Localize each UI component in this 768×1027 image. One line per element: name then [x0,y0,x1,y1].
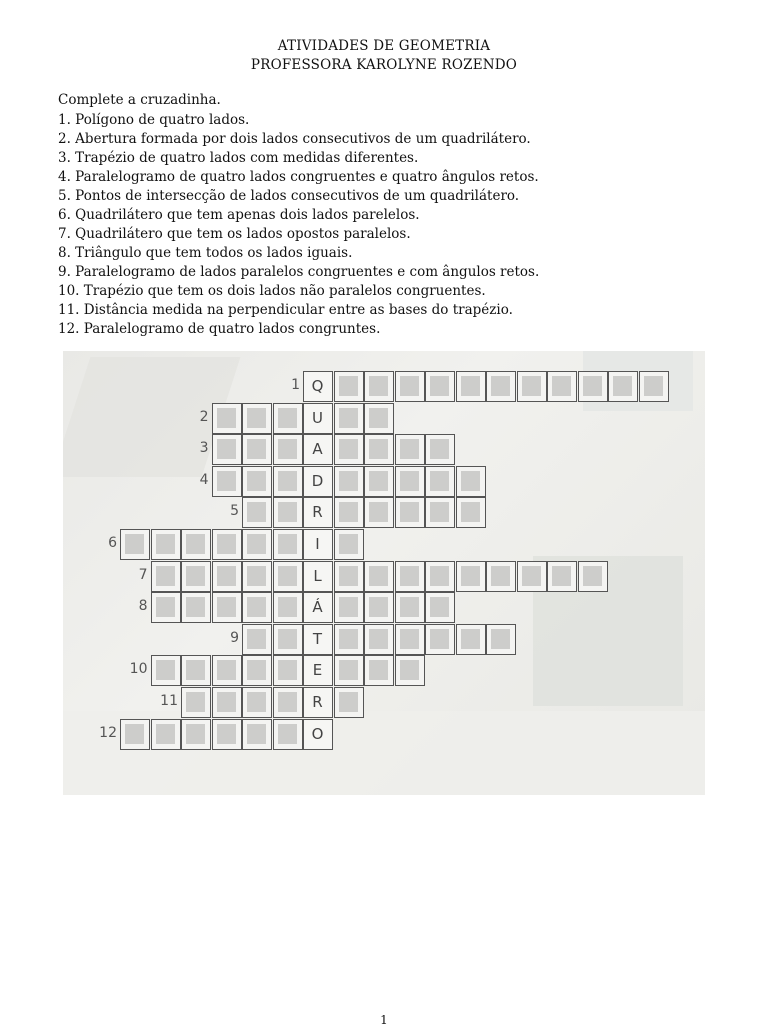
cell-fill [339,408,358,428]
crossword-cell[interactable] [456,561,486,592]
cell-fill [247,502,266,522]
cell-fill [156,724,175,744]
crossword-cell[interactable] [120,719,150,750]
crossword-cell[interactable] [456,624,486,655]
cell-fill [613,376,632,396]
cell-fill [278,408,297,428]
cell-fill [339,629,358,649]
crossword-cell[interactable] [212,529,242,560]
cell-fill [552,566,571,586]
cell-fill [247,629,266,649]
cell-fill [156,597,175,617]
key-letter: I [315,535,320,553]
cell-fill [430,439,449,459]
cell-fill [217,660,236,680]
crossword-cell[interactable] [273,497,303,528]
clue-item: 8. Triângulo que tem todos os lados iguais. [58,245,353,261]
cell-fill [430,376,449,396]
cell-fill [186,566,205,586]
cell-fill [369,471,388,491]
cell-fill [186,692,205,712]
cell-fill [156,566,175,586]
cell-fill [247,724,266,744]
crossword-cell[interactable] [181,719,211,750]
row-number: 10 [129,661,148,678]
crossword-cell[interactable] [242,434,272,465]
clue-item: 2. Abertura formada por dois lados consecutivos de um quadrilátero. [58,131,531,147]
cell-fill [278,724,297,744]
cell-fill [583,376,602,396]
cell-fill [217,534,236,554]
cell-fill [339,692,358,712]
crossword-cell[interactable] [212,466,242,497]
crossword-cell[interactable] [395,371,425,402]
cell-fill [522,376,541,396]
cell-fill [491,566,510,586]
cell-fill [217,408,236,428]
key-letter: Q [311,377,324,395]
crossword-cell[interactable] [364,561,394,592]
crossword-cell[interactable] [425,624,455,655]
cell-fill [278,660,297,680]
crossword-cell[interactable] [273,529,303,560]
cell-fill [247,597,266,617]
cell-fill [461,566,480,586]
cell-fill [430,629,449,649]
cell-fill [278,439,297,459]
cell-fill [369,566,388,586]
row-number: 12 [99,724,117,741]
crossword-cell[interactable] [364,434,394,465]
cell-fill [125,534,144,554]
cell-fill [247,534,266,554]
cell-fill [369,376,388,396]
crossword-cell[interactable] [151,529,181,560]
crossword-cell[interactable] [334,497,364,528]
key-letter: A [312,440,323,459]
clue-item: 9. Paralelogramo de lados paralelos congruentes e com ângulos retos. [58,264,540,280]
key-letter-cell [303,497,333,528]
crossword-cell[interactable] [608,371,638,402]
key-letter-cell [303,655,333,686]
crossword-cell[interactable] [334,466,364,497]
cell-fill [217,471,236,491]
cell-fill [461,376,480,396]
row-number: 4 [199,471,209,488]
key-letter-cell [303,561,333,592]
crossword-cell[interactable] [273,403,303,434]
crossword-cell[interactable] [395,592,425,623]
crossword-cell[interactable] [364,403,394,434]
crossword-cell[interactable] [395,561,425,592]
cell-fill [369,439,388,459]
page-number: 1 [380,1013,388,1027]
cell-fill [430,566,449,586]
crossword-cell[interactable] [425,434,455,465]
clue-item: 3. Trapézio de quatro lados com medidas diferentes. [58,150,419,166]
crossword-cell[interactable] [212,655,242,686]
key-letter-cell [303,592,333,623]
crossword-cell[interactable] [364,592,394,623]
cell-fill [339,502,358,522]
cell-fill [217,439,236,459]
crossword-cell[interactable] [334,561,364,592]
crossword-cell[interactable] [181,561,211,592]
cell-fill [278,566,297,586]
cell-fill [247,439,266,459]
key-letter: D [311,471,324,490]
crossword-cell[interactable] [212,719,242,750]
key-letter-cell [303,466,333,497]
crossword-cell[interactable] [425,561,455,592]
crossword-cell[interactable] [334,592,364,623]
cell-fill [278,629,297,649]
crossword-cell[interactable] [395,497,425,528]
cell-fill [400,376,419,396]
cell-fill [461,471,480,491]
crossword-cell[interactable] [242,655,272,686]
key-letter-cell [303,687,333,718]
crossword-cell[interactable] [486,371,516,402]
cell-fill [400,660,419,680]
crossword-cell[interactable] [425,371,455,402]
cell-fill [522,566,541,586]
document-subtitle: PROFESSORA KAROLYNE ROZENDO [250,57,518,73]
row-number: 3 [199,440,209,457]
cell-fill [339,566,358,586]
crossword-cell[interactable] [425,497,455,528]
crossword-cell[interactable] [334,529,364,560]
crossword-cell[interactable] [181,592,211,623]
clue-item: 5. Pontos de intersecção de lados consecutivos de um quadrilátero. [58,188,520,204]
cell-fill [400,471,419,491]
crossword-cell[interactable] [151,655,181,686]
crossword-cell[interactable] [578,371,608,402]
cell-fill [339,534,358,554]
crossword-cell[interactable] [456,371,486,402]
crossword-cell[interactable] [425,466,455,497]
cell-fill [217,692,236,712]
crossword-cell[interactable] [334,655,364,686]
cell-fill [247,408,266,428]
cell-fill [552,376,571,396]
cell-fill [217,566,236,586]
crossword-cell[interactable] [242,719,272,750]
cell-fill [491,376,510,396]
cell-fill [339,439,358,459]
clue-list [58,111,539,339]
row-number: 11 [160,693,178,709]
cell-fill [400,439,419,459]
crossword-cell[interactable] [456,466,486,497]
cell-fill [247,692,266,712]
crossword-cell[interactable] [242,624,272,655]
crossword-cell[interactable] [395,466,425,497]
cell-fill [247,566,266,586]
crossword-cell[interactable] [273,624,303,655]
cell-fill [369,629,388,649]
crossword-cell[interactable] [334,403,364,434]
crossword-cell[interactable] [334,371,364,402]
row-number: 6 [108,535,117,551]
key-letter: E [312,661,323,680]
crossword-cell[interactable] [334,434,364,465]
crossword-cell[interactable] [273,655,303,686]
crossword-cell[interactable] [364,497,394,528]
cell-fill [247,660,266,680]
cell-fill [369,502,388,522]
crossword-cell[interactable] [395,655,425,686]
cell-fill [156,534,175,554]
cell-fill [369,597,388,617]
key-letter: O [311,724,324,743]
cell-fill [400,502,419,522]
cell-fill [278,534,297,554]
crossword-cell[interactable] [517,561,547,592]
key-letter: R [312,503,323,522]
crossword-cell[interactable] [242,403,272,434]
cell-fill [278,502,297,522]
crossword-cell[interactable] [547,561,577,592]
crossword-cell[interactable] [151,592,181,623]
crossword-cell[interactable] [273,466,303,497]
crossword-cell[interactable] [364,624,394,655]
row-number: 2 [199,408,209,425]
crossword-cell[interactable] [364,655,394,686]
key-letter: U [312,408,323,427]
cell-fill [461,502,480,522]
crossword-cell[interactable] [212,434,242,465]
crossword-cell[interactable] [181,655,211,686]
crossword-cell[interactable] [395,434,425,465]
cell-fill [247,471,266,491]
crossword-cell[interactable] [242,529,272,560]
clue-item: 7. Quadrilátero que tem os lados opostos paralelos. [58,226,411,242]
crossword-cell[interactable] [578,561,608,592]
cell-fill [278,692,297,712]
crossword-cell[interactable] [517,371,547,402]
crossword-cell[interactable] [456,497,486,528]
cell-fill [186,534,205,554]
crossword-cell[interactable] [395,624,425,655]
crossword-cell[interactable] [273,561,303,592]
cell-fill [430,597,449,617]
clue-item: 1. Polígono de quatro lados. [58,112,250,128]
key-letter-cell [303,403,333,434]
instructions: Complete a cruzadinha. [58,92,221,108]
crossword-cell[interactable] [334,624,364,655]
cell-fill [156,660,175,680]
crossword-cell[interactable] [242,687,272,718]
cell-fill [339,597,358,617]
cell-fill [491,629,510,649]
key-letter-cell [303,624,333,655]
key-letter: R [312,693,323,711]
crossword-cell[interactable] [181,687,211,718]
crossword-cell[interactable] [242,561,272,592]
key-letter: L [313,566,322,585]
clue-item: 12. Paralelogramo de quatro lados congruntes. [58,321,381,337]
cell-fill [217,724,236,744]
crossword-cell[interactable] [273,687,303,718]
cell-fill [186,660,205,680]
crossword-cell[interactable] [212,403,242,434]
cell-fill [217,597,236,617]
crossword-cell[interactable] [242,466,272,497]
row-number: 7 [138,566,148,583]
cell-fill [644,376,663,396]
cell-fill [461,629,480,649]
key-letter-cell [303,529,333,560]
key-letter: Á [312,598,323,617]
clue-item: 4. Paralelogramo de quatro lados congruentes e quatro ângulos retos. [58,169,539,185]
clue-item: 10. Trapézio que tem os dois lados não paralelos congruentes. [58,283,486,299]
cell-fill [583,566,602,586]
cell-fill [369,660,388,680]
crossword-cell[interactable] [364,371,394,402]
crossword-cell[interactable] [425,592,455,623]
crossword-cell[interactable] [547,371,577,402]
crossword-cell[interactable] [334,687,364,718]
crossword-cell[interactable] [212,687,242,718]
crossword-cell[interactable] [242,592,272,623]
crossword-cell[interactable] [151,561,181,592]
crossword-cell[interactable] [242,497,272,528]
key-letter-cell [303,434,333,465]
crossword-cell[interactable] [486,561,516,592]
cell-fill [430,502,449,522]
crossword-cell[interactable] [181,529,211,560]
crossword-cell[interactable] [273,719,303,750]
crossword-cell[interactable] [639,371,669,402]
document-title: ATIVIDADES DE GEOMETRIA [277,38,491,54]
crossword-cell[interactable] [120,529,150,560]
key-letter: T [312,629,323,648]
cell-fill [278,597,297,617]
crossword-cell[interactable] [486,624,516,655]
cell-fill [400,566,419,586]
cell-fill [125,724,144,744]
crossword-cell[interactable] [151,719,181,750]
cell-fill [430,471,449,491]
crossword-photo [63,351,705,795]
clue-item: 6. Quadrilátero que tem apenas dois lados parelelos. [58,207,420,223]
cell-fill [400,629,419,649]
cell-fill [339,471,358,491]
row-number: 9 [230,629,239,646]
crossword-cell[interactable] [273,592,303,623]
row-number: 5 [230,503,239,520]
crossword-cell[interactable] [273,434,303,465]
crossword-cell[interactable] [212,561,242,592]
cell-fill [339,660,358,680]
key-letter-cell [303,719,333,750]
cell-fill [186,597,205,617]
row-number: 1 [291,377,300,393]
crossword-cell[interactable] [364,466,394,497]
key-letter-cell [303,371,333,402]
cell-fill [369,408,388,428]
crossword-cell[interactable] [212,592,242,623]
clue-item: 11. Distância medida na perpendicular entre as bases do trapézio. [58,302,513,318]
cell-fill [278,471,297,491]
cell-fill [339,376,358,396]
row-number: 8 [138,598,148,615]
cell-fill [400,597,419,617]
cell-fill [186,724,205,744]
